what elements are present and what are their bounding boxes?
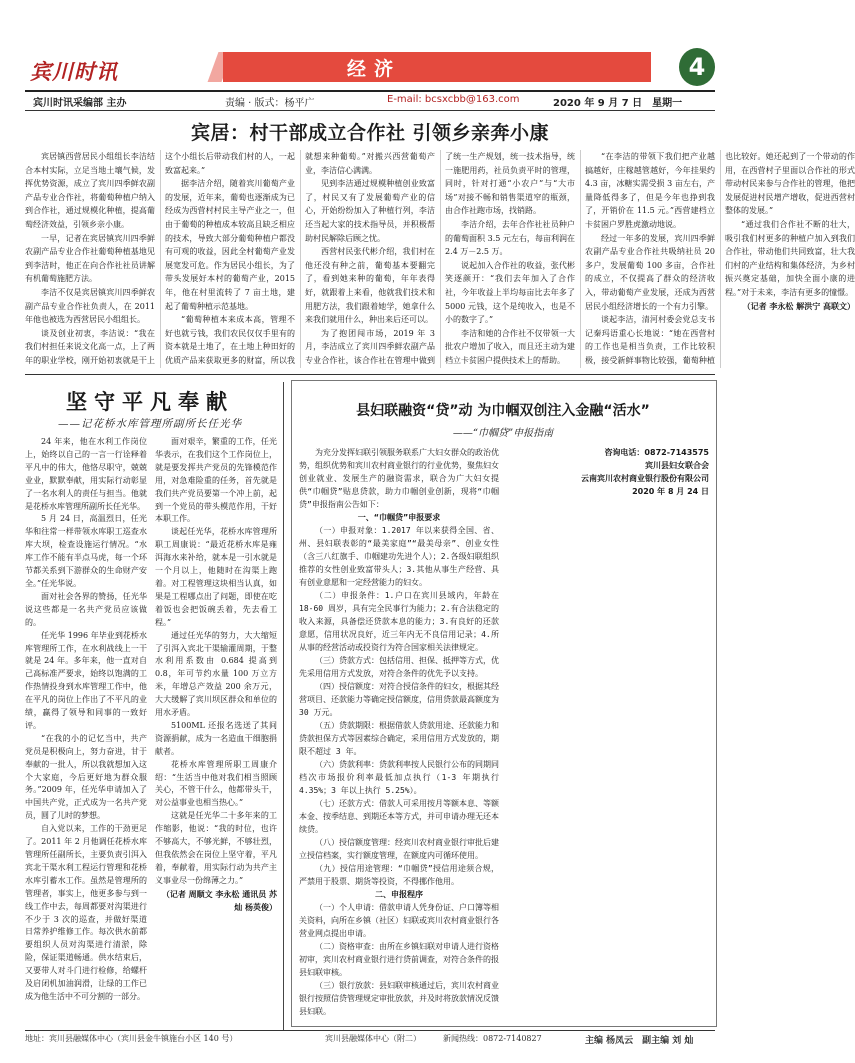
masthead-info bbox=[25, 94, 715, 108]
story1-paragraph: “在李洁的带领下我们把产业越搞越好，庄稼越管越好，今年挂果约 4.3 亩，冰糖实需受损 3 亩左右，产量降低得多了，但是今年也挣到我了，开销价在 11.5 元。”西营建档立卡贫困户罗胜虎激动地说。 bbox=[585, 152, 715, 229]
story3-item: （九）授信用途管理：“巾帼贷”授信用途须合规，严禁用于股票、期货等投资，不得挪作他用。 bbox=[299, 864, 499, 886]
story1-paragraph: 李洁不仅是宾居镇宾川四季鲜农副产品专业合作社负责人，在 2011 年他也被选为西营居民小组组长。 bbox=[25, 287, 155, 325]
story3-section-title: 二、申报程序 bbox=[375, 890, 423, 899]
story3-item: （三）贷款方式：包括信用、担保、抵押等方式，优先采用信用方式发放，对符合条件的优先予以支持。 bbox=[299, 656, 499, 678]
story2-paragraph: 自入党以来，工作的干劲更足了。2011 年 2 月他调任花桥水库管理所任副所长，主要负责引洱入宾北干渠水利工程运行管理和花桥水库引蓄水工作。虽然是管理所的管理者，事实上，他更多参与到一线工作中去，每周都要对沟渠进行不少于 3 次的巡查，并做好渠道日常养护维修工作。每次供水前都要组织人员对沟渠进行清淤，除险，保证渠道畅通。供水结束后，又要带人对斗门进行检修，给螺杆及启闭机加油润滑，让绿的工作已成为他生活中不可分割的一部分。 bbox=[25, 824, 147, 1001]
story3-headline: 县妇联融资“贷”动 为巾帼双创注入金融“活水” bbox=[356, 403, 650, 419]
story2-paragraph: 5100ML 还报名选送了其间资源捐献，成为一名造血干细胞捐献者。 bbox=[155, 720, 277, 756]
footer-address: 地址：宾川县融媒体中心（宾川县金牛镇施台小区 140 号） bbox=[25, 1034, 238, 1043]
story3-item: （二）申报条件：1.户口在宾川县域内，年龄在 18-60 周岁，具有完全民事行为能力；2.有合法稳定的收入来源，具备偿还贷款本息的能力；3.有良好的还款意愿，信用状况良好，近三年内无不良信用记录；4.所从事的经营活动或投资行为符合国家相关法律规定。 bbox=[299, 591, 499, 652]
story3-item: （一）个人申请：借款申请人凭身份证、户口簿等相关资料，向所在乡镇（社区）妇联或宾川农村商业银行各营业网点提出申请。 bbox=[299, 903, 499, 938]
story1-paragraph: 据李洁介绍，随着宾川葡萄产业的发展，近年来，葡萄也逐渐成为已经成为西营村村民主导产业之一，但由于葡萄的种植成本较高且缺乏相应的技术，导致大部分葡萄种植户都没有可观的收益，因此全村葡萄产业发展宽发可危。作为居民小组长，为了带头发展好本村的葡萄产业，2015 年，他在村里流转了 7 亩土地，建起了葡萄种植示范基地。 bbox=[165, 179, 295, 311]
page-number: 4 bbox=[679, 48, 715, 86]
story1-paragraph: “葡萄种植本来成本高，管理不好也就亏钱，我们农民仅仅手里有的资本就是土地了，在土地上种田好的优质产品来获取更多的财富，所以我就想来种葡萄。”对搬兴西营葡萄产业，李洁信心满满。 bbox=[165, 152, 435, 365]
story1-headline: 宾居：村干部成立合作社 引领乡亲奔小康 bbox=[190, 122, 550, 144]
story3-signature: 云南宾川农村商业银行股份有限公司 bbox=[581, 474, 709, 483]
email-link[interactable]: E-mail: bcsxcbb@163.com bbox=[387, 94, 520, 105]
story3-body bbox=[299, 446, 709, 1018]
story3-subheadline: ——“巾帼贷”申报指南 bbox=[452, 428, 554, 439]
story3-item: （六）贷款利率：贷款利率按人民银行公布的同期同档次市场报价利率最低加点执行（1-3 年期执行 4.35%；3 年以上执行 5.25%）。 bbox=[299, 760, 499, 795]
story3-item: （一）申报对象：1.2017 年以来获得全国、省、州、县妇联表彰的“最美家庭”“最美母亲”、创业女性（含三八红旗手、巾帼建功先进个人）；2.各级妇联组织推荐的女性创业致富带头人；3.其他从事生产经营、具有创业意愿和一定经营能力的妇女。 bbox=[299, 526, 499, 587]
info-rule bbox=[25, 110, 715, 111]
story2-byline: （记者 周顺文 李永松 通讯员 苏 灿 杨英俊） bbox=[161, 888, 277, 912]
story3-intro: 为充分发挥妇联引领服务联系广大妇女群众的政治优势，组织优势和宾川农村商业银行的行业优势，聚焦妇女创业就业、发展生产的融资需求，联合为广大妇女提供“巾帼贷”贴息贷款，助力巾帼创业创新，现将“巾帼贷”申报指南公告如下： bbox=[299, 448, 499, 509]
story1-paragraph: 见到李洁通过规模种植创业致富了，村民又有了发展葡萄产业的信心，开始纷纷加入了种植行列，李洁还当起大家的技术指导员，并积极帮助村民解除后顾之忧。 bbox=[305, 179, 435, 243]
story3-signature: 宾川县妇女联合会 bbox=[645, 461, 709, 470]
story3-section-title: 一、“巾帼贷”申报要求 bbox=[357, 513, 441, 522]
masthead bbox=[25, 52, 715, 88]
story3-signature: 2020 年 8 月 24 日 bbox=[632, 487, 709, 496]
story3-item: （二）资格审查：由所在乡镇妇联对申请人进行资格初审，宾川农村商业银行进行贷前调查，对符合条件的报县妇联审核。 bbox=[299, 942, 499, 977]
story3-item: （七）还款方式：借款人可采用按月等额本息、等额本金、按季结息、到期还本等方式，并可申请办理无还本续贷。 bbox=[299, 799, 499, 834]
story2-paragraph: 面对艰辛，繁重的工作，任光华表示，在我们这个工作岗位上，就是要发挥共产党员的先锋模范作用，对急难险重的任务，首先就是我们共产党员要第一个冲上前，起到一个党员的带头模范作用，干好本职工作。 bbox=[155, 437, 277, 524]
story2-paragraph: 任光华 1996 年毕业到花桥水库管理所工作，在水利战线上一干就是 24 年。多年来，他一直对自己高标准严要求，始终以饱满的工作热情投身到水库管理工作中，他在平凡的岗位上作出了不平凡的业绩，赢得了领导和同事的一致好评。 bbox=[25, 630, 147, 730]
column-divider bbox=[283, 382, 284, 1030]
story2-paragraph: 谈起任光华，花桥水库管理所职工周康说：“最近花桥水库是雍洱海水来补给，就本是一引水就是一个月以上，他随时在沟渠上跑着。对工程管理这块相当认真，如果是工程哪点出了问题，即使在吃着饭也会把饭碗丢着，先去看工程。” bbox=[155, 527, 277, 627]
newspaper-logo: 宾川时讯 bbox=[30, 59, 118, 84]
story2-body bbox=[25, 436, 277, 1021]
story2-paragraph: “在我的小的记忆当中，共产党员是积极向上，努力奋进，甘于奉献的一批人，所以我就想加入这个大家庭，今后更好地为群众服务。”2009 年，任光华申请加入了中国共产党，正式成为一名共产党员，圆了儿时的梦想。 bbox=[25, 733, 147, 821]
story1-body bbox=[25, 150, 855, 368]
story1-paragraph: 宾居镇西营居民小组组长李洁结合本村实际，立足当地土壤气候，发挥优势资源，成立了宾川四季鲜农副产品专业合作社，将葡萄种植户纳入到合作社，通过规模化种植，提高葡萄经济效益，引领乡亲小康。 bbox=[25, 152, 155, 229]
footer-address2: 宾川县融媒体中心（附二） bbox=[325, 1034, 421, 1043]
section-title: 经济 bbox=[347, 58, 402, 80]
story1-byline: （记者 李永松 解洪宁 高联文） bbox=[742, 300, 855, 311]
story2-paragraph: 5 月 24 日，高温烈日，任光华和往常一样带领水库职工巡查水库大坝，检查设施运行情况。“水库工作不能有半点马虎，每一个环节都关系到下游群众的生命财产安全。”任光华说。 bbox=[25, 514, 147, 588]
story2-paragraph: 24 年来，他在水利工作岗位上，始终以自己的一言一行诠释着平凡中的伟大，他恪尽职守，兢兢业业，默默奉献，用实际行动彰显了一名水利人的责任与担当。他就是花桥水库管理所副所长任光华。 bbox=[25, 437, 147, 511]
story1-paragraph: 李洁介绍，去年合作社社员种户的葡萄面积 3.5 元左右，每亩利润在 2.4 万－2.5 万。 bbox=[445, 219, 575, 257]
story1-paragraph: 经过一年多的发展，宾川四季鲜农副产品专业合作社共吸纳社员 20 多户，发展葡萄 100 多亩，合作社的成立，不仅提高了群众的经济收入，带动葡萄产业发展，还成为西营居民小组经济增长的一个有力引擎。 bbox=[585, 233, 715, 311]
masthead-rule bbox=[25, 90, 715, 92]
story3-item: （八）授信额度管理：经宾川农村商业银行审批后建立授信档案，实行额度管理，在额度内可循环使用。 bbox=[299, 838, 499, 860]
footer-phone: 新闻热线：0872-7140827 bbox=[443, 1034, 542, 1043]
story2-paragraph: 花桥水库管理所职工周康介绍：“生活当中他对我们相当照顾关心，不管干什么，他都带头干，对公益事业也相当热心。” bbox=[155, 759, 277, 808]
story1-paragraph: “通过我们合作社不断的壮大，吸引我们村更多的种植户加入到我们合作社，带动他们共同致富，壮大我们村的产业结构和集体经济，为乡村振兴奠定基础，加快全面小康的进程。”对于未来，李洁有更多的憧憬。 bbox=[725, 219, 855, 297]
story3-item: （三）银行放款：县妇联审核通过后，宾川农村商业银行按照信贷管理规定审批放款，并及时将放款情况反馈县妇联。 bbox=[299, 981, 499, 1016]
publisher: 宾川时讯采编部 主办 bbox=[33, 98, 127, 109]
story1-paragraph: 西营村民张代彬介绍，我们村在他还没有种之前，葡萄基本要翻完了，看到她来种的葡萄，年年表得好，就跟着上来看，他就我们技术和用肥方法，我们跟着她学，她拿什么来我们就用什么，种出来后还可以。 bbox=[305, 247, 435, 325]
story1-rule bbox=[25, 374, 715, 375]
story3-item: （五）贷款期限：根据借款人贷款用途、还款能力和贷款担保方式等因素综合确定，采用信用方式发放的，期限不超过 3 年。 bbox=[299, 721, 499, 756]
footer-editors: 主编 杨凤云 副主编 刘 灿 bbox=[585, 1036, 694, 1046]
story2-headline: 坚守平凡奉献 bbox=[66, 389, 234, 414]
story1-paragraph: 谈及创业初衷，李洁说：“我在我们村担任来说文化高一点，上了两年的职业学校，刚开始初衷就是干上这个小组长后带动我们村的人，一起致富起来。” bbox=[25, 152, 295, 365]
story1-paragraph: 一早，记者在宾居镇宾川四季鲜农副产品专业合作社葡萄种植基地见到李洁时，他正在向合作社社员讲解有机葡萄施肥方法。 bbox=[25, 233, 155, 284]
footer bbox=[25, 1030, 715, 1047]
story1-paragraph: 说起加入合作社的收益，张代彬笑逐颜开：“我们去年加入了合作社，今年收益上半均每亩比去年多了 5000 元钱，这个是纯收入，也是不小的数字了。” bbox=[445, 260, 575, 325]
section-banner bbox=[223, 52, 651, 82]
story1-paragraph: 为了抱团闯市场，2019 年 3 月，李洁成立了宾川四季鲜农副产品专业合作社，该合作社在管理中做到了统一生产规划，统一技术指导，统一施肥用药，社员负责平时的管理，同时，针对打通“小农户”与“大市场”对接不畅和销售渠道窄的瓶颈，由合作社跑市场，找销路。 bbox=[305, 152, 575, 365]
story3-contact: 咨询电话：0872-7143575 bbox=[604, 448, 709, 457]
issue-date: 2020 年 9 月 7 日 星期一 bbox=[553, 98, 683, 109]
story1-paragraph: 李洁和她的合作社不仅带领一大批农户增加了收入，而且还主动为建档立卡贫困户提供技术上的帮助。 bbox=[445, 328, 575, 365]
story2-paragraph: 通过任光华的努力，大大缩短了引洱入宾北干渠输灌周期，于整水利用系数由 0.684 提高到 0.8，年可节约水量 100 万立方米，年增总产效益 200 余万元，大大缓解了宾川坝区群众和单位的用水矛盾。 bbox=[155, 630, 277, 718]
story2-paragraph: 这就是任光华二十多年来的工作缩影，他说：“我的时位，也许不够高大，不够光鲜，不够壮烈，但我依然会在岗位上坚守着，平凡着，奉献着，用实际行动为共产主义事业尽一份绵薄之力。” bbox=[155, 811, 277, 885]
story1-paragraph: 谈起李洁，清河村委会党总支书记秦玛语重心长地说：“她在西营村的工作也是相当负责，工作比较积极，接受新鲜事物比较强，葡萄种植也比较好。她还起到了一个带动的作用，在西营村子里面以合作社的形式带动村民来参与合作社的管理，他把发展促进村民增产增收，促进西营村整体的发展。” bbox=[585, 152, 855, 365]
story2-paragraph: 面对社会各界的赞扬，任光华说这些都是一名共产党员应该做的。 bbox=[25, 591, 147, 627]
story3-item: （四）授信额度：对符合授信条件的妇女，根据其经营项目、还款能力等确定授信额度，信用贷款最高额度为 30 万元。 bbox=[299, 682, 499, 717]
editor-credit: 责编 · 版式：杨平广 bbox=[225, 98, 315, 109]
story2-subheadline: ——记花桥水库管理所副所长任光华 bbox=[58, 418, 242, 430]
